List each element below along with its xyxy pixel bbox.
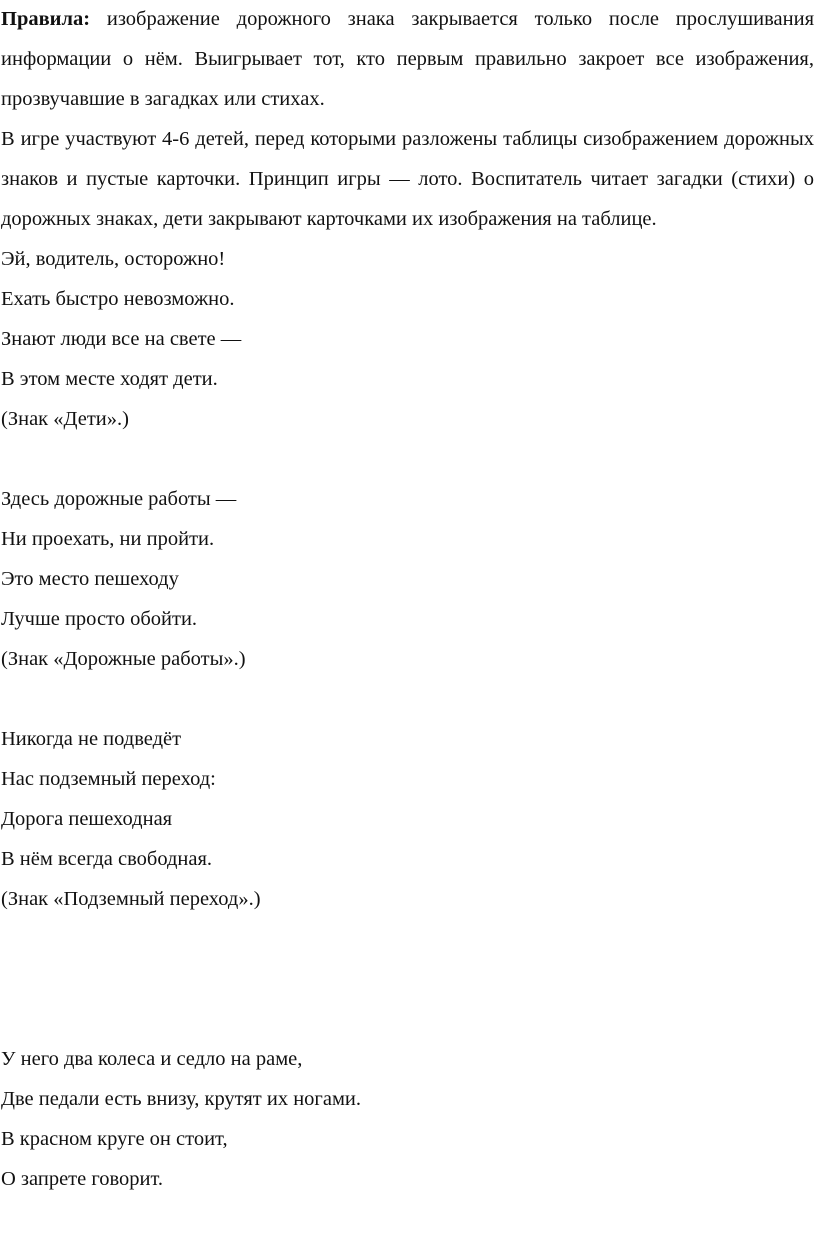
riddle-line: В этом месте ходят дети. [1,368,218,390]
riddle-line: Знают люди все на свете — [1,328,242,350]
riddle-1 [1,239,814,439]
riddle-line: Нас подземный переход: [1,768,216,790]
blank-line [1,439,814,479]
riddle-line: О запрете говорит. [1,1168,164,1190]
riddle-line: Ни проехать, ни пройти. [1,528,215,550]
riddle-2 [1,479,814,679]
rules-text: изображение дорожного знака закрывается только после прослушивания информации о нём. Выигрывает тот, кто первым правильно закроет все изображения, прозвучавшие в загадках или стихах. [1,8,814,110]
rules-paragraph [1,0,814,119]
riddle-line: Эй, водитель, осторожно! [1,248,226,270]
blank-line [1,679,814,719]
riddle-answer: (Знак «Подземный переход».) [1,888,261,910]
riddle-line: Ехать быстро невозможно. [1,288,235,310]
riddle-line: В красном круге он стоит, [1,1128,228,1150]
riddle-line: Дорога пешеходная [1,808,173,830]
riddle-line: В нём всегда свободная. [1,848,213,870]
riddle-line: Никогда не подведёт [1,728,182,750]
riddle-line: Лучше просто обойти. [1,608,198,630]
riddle-answer: (Знак «Дети».) [1,408,129,430]
game-description: В игре участвуют 4-6 детей, перед которыми разложены таблицы сизображением дорожных знаков и пустые карточки. Принцип игры — лото. Воспитатель читает загадки (стихи) о дорожных знаках, дети закрывают карточками их изображения на таблице. [1,128,814,230]
riddle-line: У него два колеса и седло на раме, [1,1048,303,1070]
riddle-line: Здесь дорожные работы — [1,488,237,510]
blank-space [1,919,814,1039]
riddle-line: Две педали есть внизу, крутят их ногами. [1,1088,362,1110]
riddle-answer: (Знак «Дорожные работы».) [1,648,246,670]
riddle-line: Это место пешеходу [1,568,179,590]
riddle-3 [1,719,814,919]
rules-label: Правила: [1,8,91,30]
riddle-4 [1,1039,814,1199]
